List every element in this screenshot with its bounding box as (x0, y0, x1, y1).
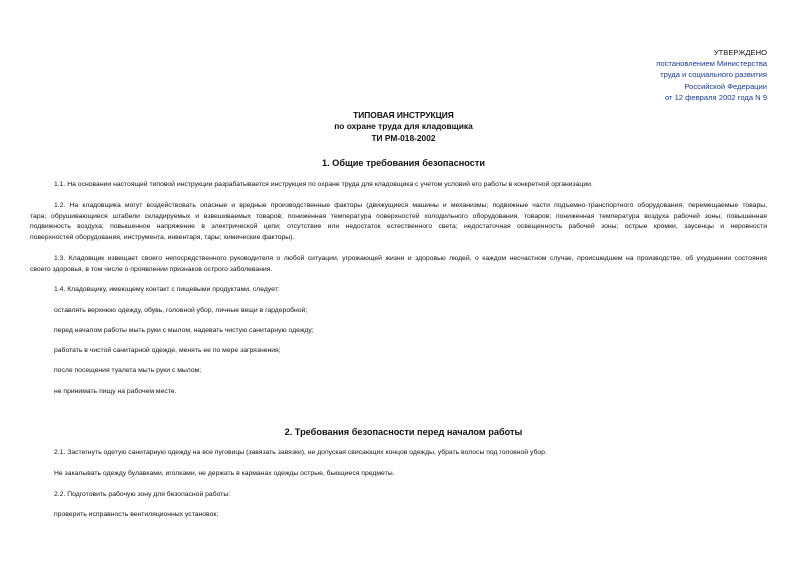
approval-line-1: постановлением Министерства (656, 59, 767, 69)
paragraph-1-2-line-2: тара; обрушивающиеся штабели складируемых и взвешиваемых товаров; пониженная температура поверхностей холодильного оборудования, товаров; пониженная температура воздуха рабочей зоны; повышенная (30, 212, 767, 220)
approval-block (656, 47, 767, 103)
approval-line-4: от 12 февраля 2002 года N 9 (664, 92, 767, 102)
document-title-line-2: по охране труда для кладовщика (334, 121, 473, 132)
paragraph-1-2-line-1: 1.2. На кладовщика могут воздействовать опасные и вредные производственные факторы (движущиеся машины и механизмы; подвижные части подъемно-транспортного оборудования; перемещаемые товары, (54, 202, 767, 209)
paragraph-1-2-cont (30, 212, 767, 244)
paragraph-1-1: 1.1. На основании настоящей типовой инструкции разрабатывается инструкция по охране труда для кладовщика с учетом условий его работы в конкретной организации. (54, 181, 593, 188)
document-title (0, 110, 807, 144)
approval-line-2: труда и социального развития (660, 70, 767, 80)
list-item: работать в чистой санитарной одежде, менять ее по мере загрязнения; (54, 347, 281, 354)
list-item: перед началом работы мыть руки с мылом, надевать чистую санитарную одежду; (54, 327, 314, 334)
paragraph-1-2 (54, 201, 767, 212)
paragraph-2-1: 2.1. Застегнуть одетую санитарную одежду на все пуговицы (завязать завязки), не допуская свисающих концов одежды, убрать волосы под головной убор. (54, 449, 547, 456)
paragraph-1-2-line-4: поверхностей оборудования, инструмента, инвентаря, тары; химические факторы). (30, 233, 295, 241)
document-title-line-1: ТИПОВАЯ ИНСТРУКЦИЯ (353, 110, 454, 120)
list-item: проверить исправность вентиляционных установок; (54, 511, 219, 518)
list-item: не принимать пищу на рабочем месте. (54, 388, 177, 395)
section-1-heading: 1. Общие требования безопасности (321, 158, 486, 168)
paragraph-1-4: 1.4. Кладовщику, имеющему контакт с пищевыми продуктами, следует: (54, 286, 280, 293)
document-title-line-3: ТИ РМ-018-2002 (371, 132, 436, 143)
paragraph-2-2: 2.2. Подготовить рабочую зону для безопасной работы: (54, 491, 231, 498)
list-item: после посещения туалета мыть руки с мылом; (54, 367, 202, 374)
paragraph-2-1b: Не закалывать одежду булавками, иголками, не держать в карманах одежды острые, бьющиеся предметы. (54, 470, 395, 477)
section-2-heading: 2. Требования безопасности перед началом работы (284, 427, 523, 437)
paragraph-1-2-line-3: подвижность воздуха; повышенное напряжение в электрической цепи; отсутствие или недостаток естественного света; недостаточная освещенность рабочей зоны; острые кромки, заусенцы и неровности (30, 223, 767, 231)
approval-heading: УТВЕРЖДЕНО (713, 48, 767, 57)
list-item: оставлять верхнюю одежду, обувь, головной убор, личные вещи в гардеробной; (54, 307, 308, 314)
paragraph-1-3-line-2: своего здоровья, в том числе о проявлении признаков острого заболевания. (30, 265, 273, 273)
approval-line-3: Российской Федерации (684, 81, 767, 91)
paragraph-1-3 (54, 254, 767, 265)
paragraph-1-3-line-1: 1.3. Кладовщик извещает своего непосредственного руководителя о любой ситуации, угрожающей жизни и здоровью людей, о каждом несчастном случае, происшедшем на производстве, об ухудшении состояния (54, 255, 767, 262)
